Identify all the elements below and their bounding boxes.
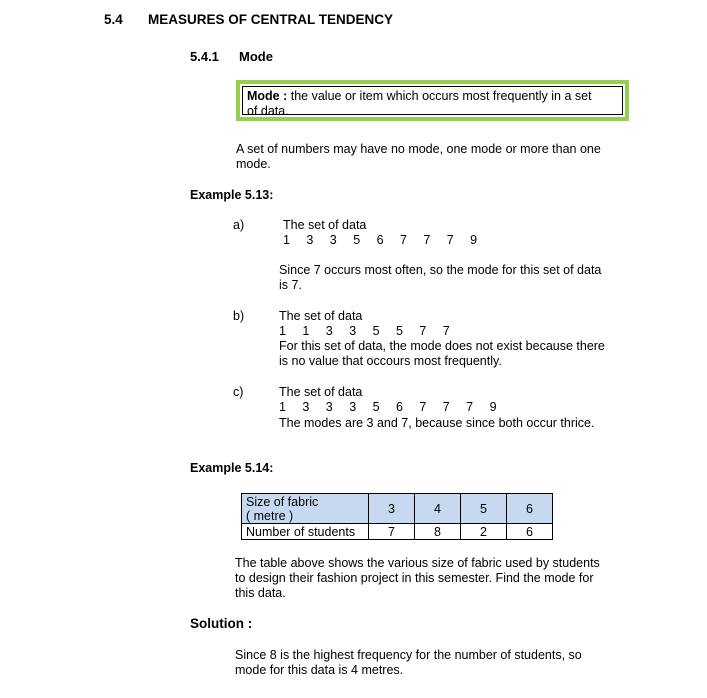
table-row xyxy=(242,494,553,524)
example-b-explain-line1: For this set of data, the mode does not exist because there xyxy=(279,339,605,353)
intro-paragraph xyxy=(236,142,601,172)
example-513-heading: Example 5.13: xyxy=(190,188,274,202)
students-cell: 7 xyxy=(369,524,415,540)
students-cell: 2 xyxy=(461,524,507,540)
solution-line2: mode for this data is 4 metres. xyxy=(235,663,404,677)
solution-heading: Solution : xyxy=(190,616,253,631)
example-b-label: b) xyxy=(233,309,245,323)
intro-line1: A set of numbers may have no mode, one mode or more than one xyxy=(236,142,601,156)
example-c-title: The set of data xyxy=(279,385,363,399)
example-b-data: 1 1 3 3 5 5 7 7 xyxy=(279,324,451,338)
solution-line1: Since 8 is the highest frequency for the number of students, so xyxy=(235,648,582,662)
definition-text-line1: the value or item which occurs most frequently in a set xyxy=(287,89,592,103)
example-a-title: The set of data xyxy=(283,218,367,232)
section-number: 5.4 xyxy=(104,12,123,27)
example-a-data: 1 3 3 5 6 7 7 7 9 xyxy=(283,233,478,247)
definition-term: Mode : xyxy=(247,89,288,103)
subsection-title: Mode xyxy=(239,49,273,64)
table-row xyxy=(242,524,553,540)
definition-text-line2: of data. xyxy=(247,104,289,118)
solution-text xyxy=(235,648,582,678)
fabric-frequency-table xyxy=(241,493,553,540)
example-a-explain-line1: Since 7 occurs most often, so the mode for this set of data xyxy=(279,263,602,277)
intro-line2: mode. xyxy=(236,157,271,171)
example-b-title: The set of data xyxy=(279,309,363,323)
section-title: MEASURES OF CENTRAL TENDENCY xyxy=(148,12,394,27)
question-line1: The table above shows the various size of fabric used by students xyxy=(235,556,600,570)
example-a-explanation xyxy=(279,263,601,293)
size-label-line1: Size of fabric xyxy=(246,494,319,509)
size-cell: 6 xyxy=(507,494,553,524)
size-label-line2: ( metre ) xyxy=(246,508,294,523)
example-514-heading: Example 5.14: xyxy=(190,461,274,475)
example-c-label: c) xyxy=(233,385,244,399)
students-label-cell: Number of students xyxy=(242,524,369,540)
size-cell: 4 xyxy=(415,494,461,524)
size-cell: 3 xyxy=(369,494,415,524)
subsection-number: 5.4.1 xyxy=(190,49,219,64)
example-b-explanation xyxy=(279,339,605,369)
size-label-cell xyxy=(242,494,369,524)
example-c-explain-line1: The modes are 3 and 7, because since both occur thrice. xyxy=(279,416,595,430)
question-line2: to design their fashion project in this semester. Find the mode for xyxy=(235,571,594,585)
students-cell: 8 xyxy=(415,524,461,540)
example-b-explain-line2: is no value that occours most frequently. xyxy=(279,354,502,368)
students-cell: 6 xyxy=(507,524,553,540)
question-line3: this data. xyxy=(235,586,286,600)
example-a-explain-line2: is 7. xyxy=(279,278,302,292)
example-c-data: 1 3 3 3 5 6 7 7 7 9 xyxy=(279,400,498,414)
example-514-question xyxy=(235,556,600,601)
definition-box xyxy=(236,80,629,121)
definition-content xyxy=(242,86,623,118)
example-a-label: a) xyxy=(233,218,245,232)
size-cell: 5 xyxy=(461,494,507,524)
